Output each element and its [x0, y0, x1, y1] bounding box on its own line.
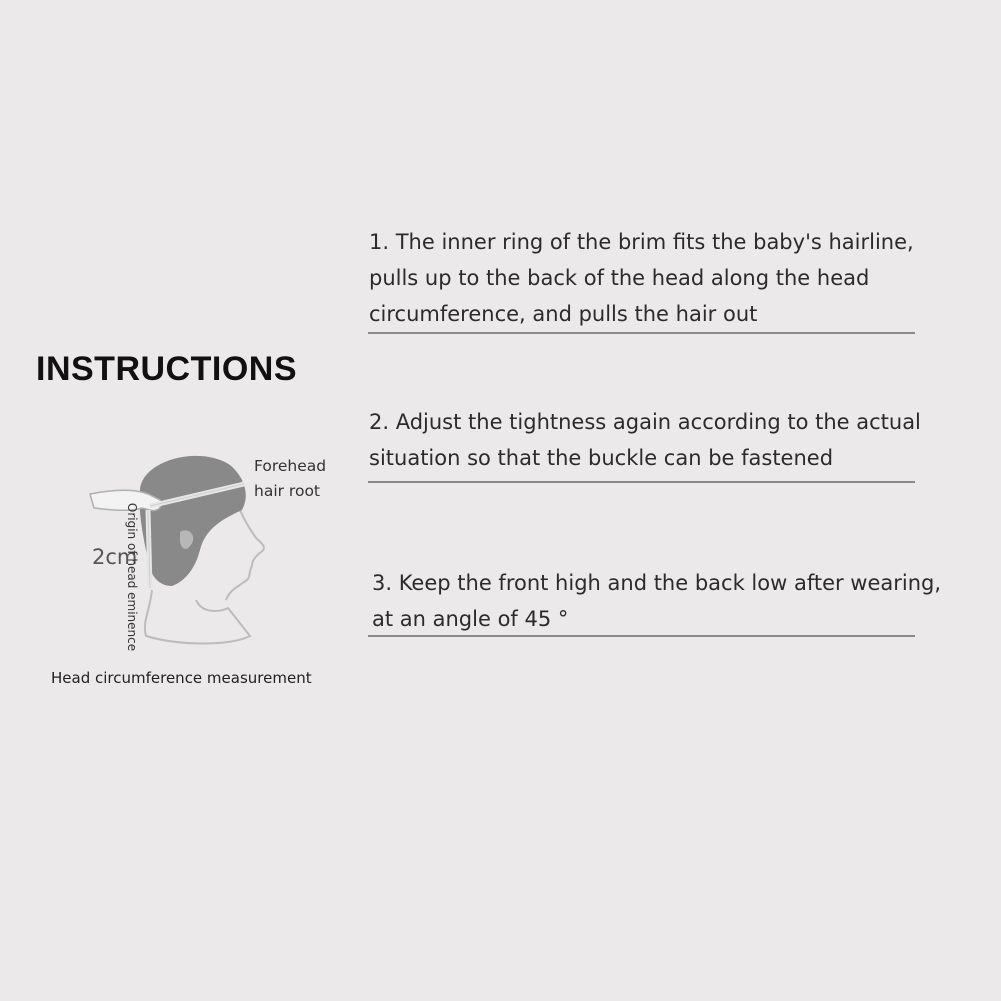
- figure-caption: Head circumference measurement: [51, 669, 312, 687]
- step-1-divider: [368, 332, 915, 334]
- forehead-label-line-1: Forehead: [254, 457, 327, 475]
- step-3-text: [372, 565, 972, 637]
- forehead-label-line-2: hair root: [254, 482, 321, 500]
- step-3-divider: [368, 635, 915, 637]
- step-3-line-1: 3. Keep the front high and the back low after wearing,: [372, 571, 942, 595]
- step-3-line-2: at an angle of 45 °: [372, 607, 569, 631]
- step-1-line-2: pulls up to the back of the head along the head: [369, 266, 870, 290]
- step-1-line-3: circumference, and pulls the hair out: [369, 302, 758, 326]
- head-eminence-label: Origin of head eminence: [125, 502, 140, 652]
- step-2-line-2: situation so that the buckle can be fastened: [369, 446, 834, 470]
- forehead-label: [254, 454, 326, 504]
- distance-label: 2cm: [92, 545, 138, 569]
- step-1-text: [369, 224, 929, 332]
- step-2-divider: [368, 481, 915, 483]
- step-2-line-1: 2. Adjust the tightness again according to the actual: [369, 410, 921, 434]
- step-1-line-1: 1. The inner ring of the brim fits the baby's hairline,: [369, 230, 914, 254]
- step-2-text: [369, 404, 929, 476]
- instructions-title: INSTRUCTIONS: [36, 350, 297, 388]
